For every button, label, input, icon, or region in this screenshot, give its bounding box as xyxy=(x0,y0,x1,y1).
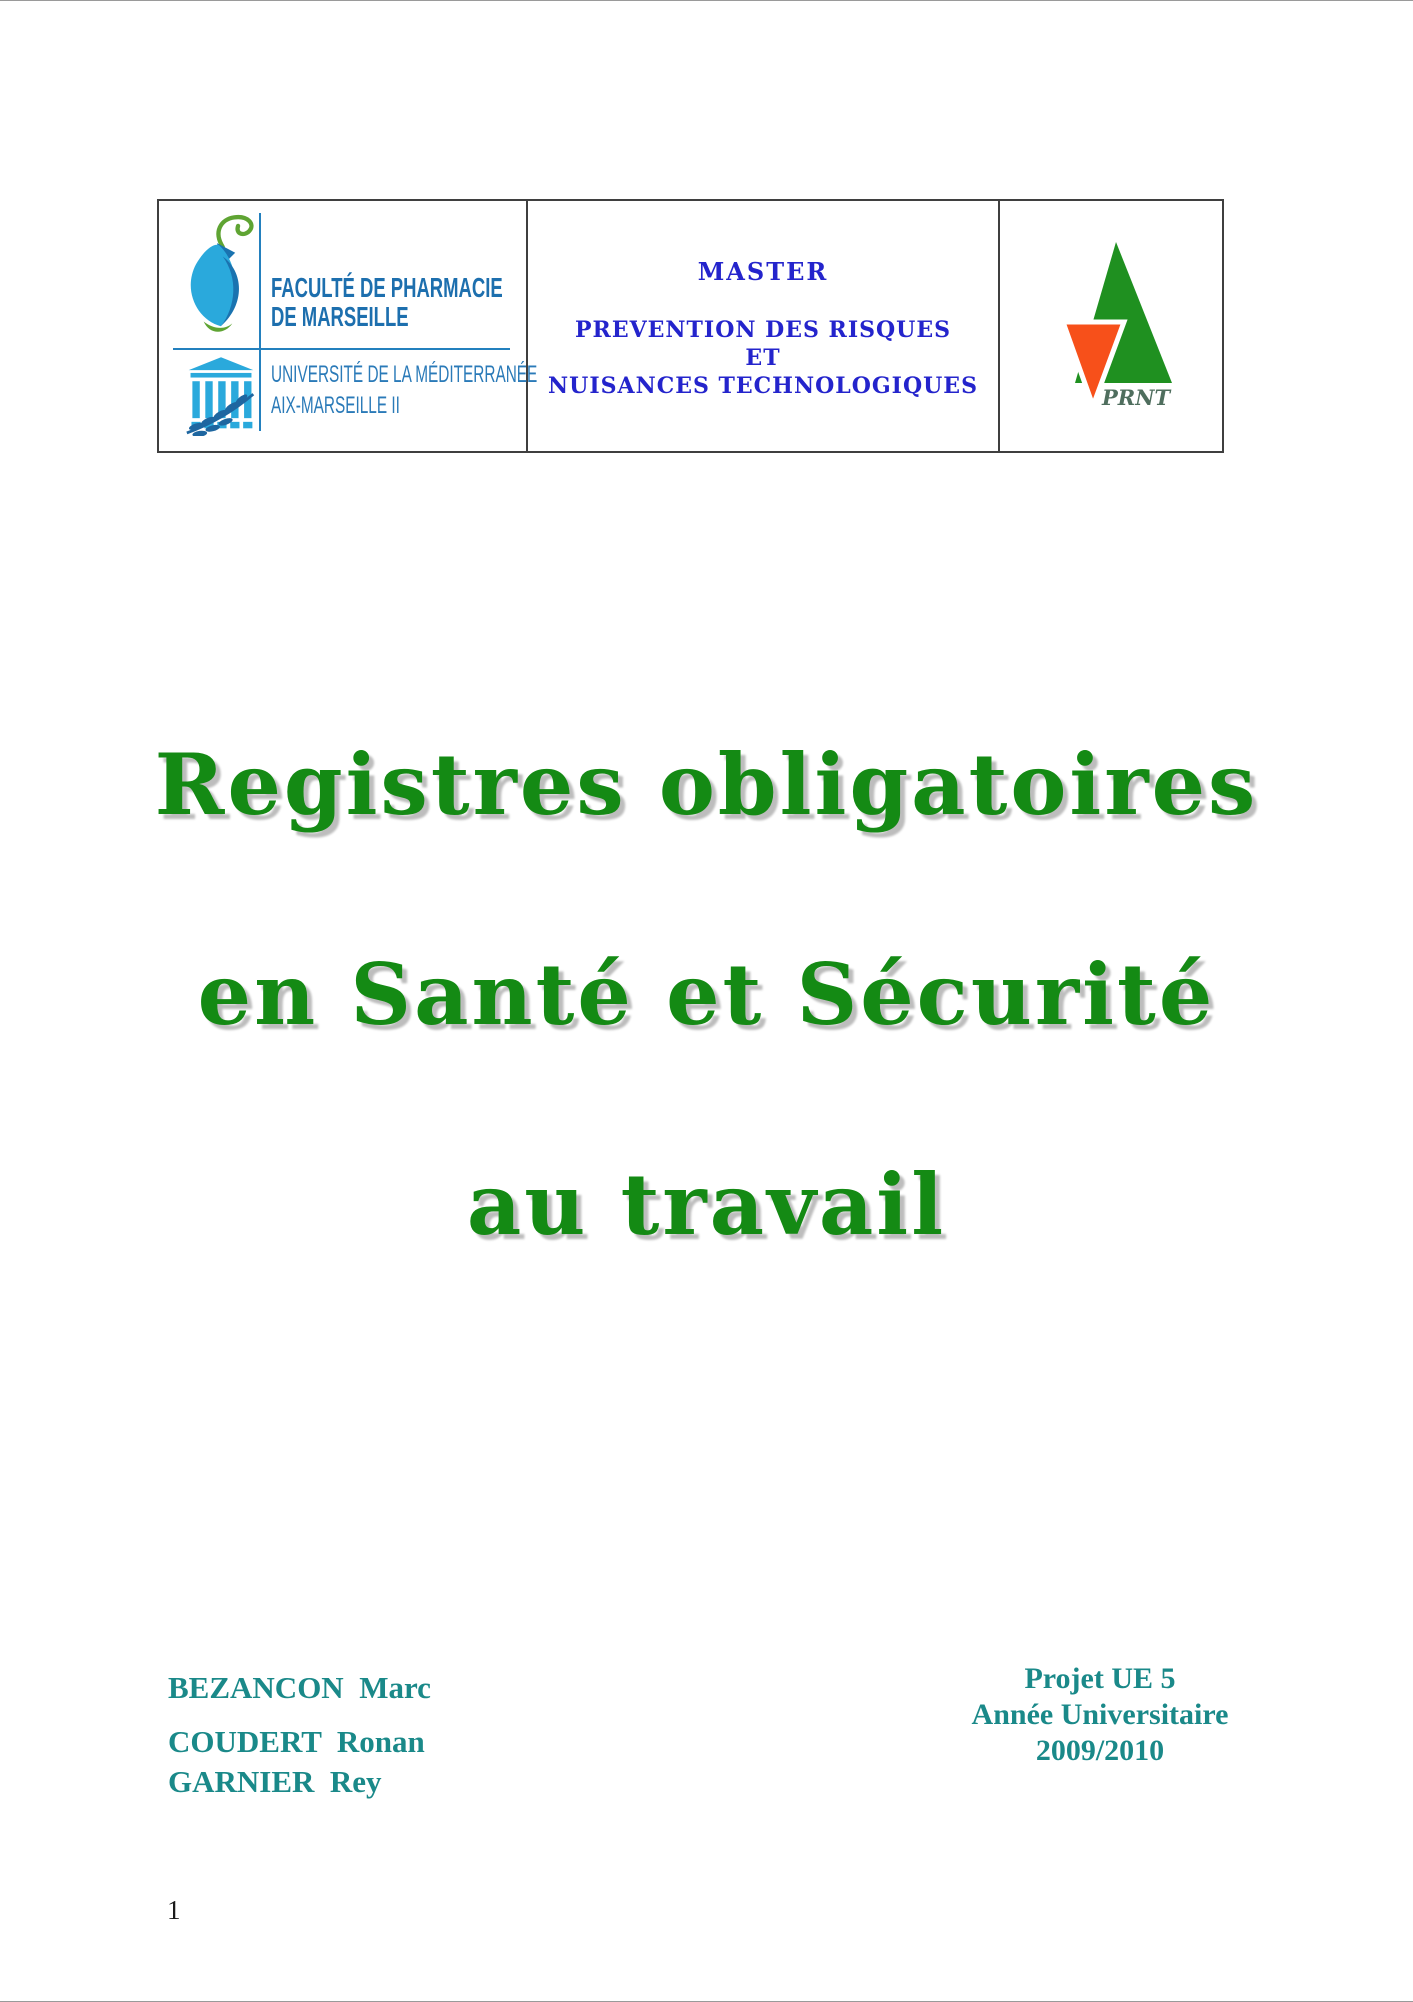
master-line2: ET xyxy=(745,345,781,371)
stem-curl xyxy=(219,217,252,247)
master-program-name xyxy=(528,316,998,400)
university-name-line2: AIX-MARSEILLE II xyxy=(271,392,400,419)
project-line3: 2009/2010 xyxy=(1035,1734,1165,1767)
master-program-cell xyxy=(528,201,1000,451)
author-1: BEZANCON Marc xyxy=(168,1670,431,1705)
university-name xyxy=(271,359,537,421)
prnt-logo-cell xyxy=(1000,201,1222,451)
page-number: 1 xyxy=(167,1895,181,1925)
mortar-pestle-icon xyxy=(175,213,261,345)
main-title-line2: en Santé et Sécurité xyxy=(197,945,1216,1044)
master-title: MASTER xyxy=(697,257,829,286)
prnt-logo-text: PRNT xyxy=(1102,385,1171,410)
header-table xyxy=(157,199,1224,453)
project-line1: Projet UE 5 xyxy=(1024,1662,1176,1695)
project-info-block xyxy=(945,1661,1255,1769)
logo-vertical-divider xyxy=(259,213,261,431)
faculty-name xyxy=(271,273,503,331)
university-name-line1: UNIVERSITÉ DE LA MÉDITERRANÉE xyxy=(271,361,538,388)
university-temple-icon xyxy=(185,356,257,436)
faculty-name-line2: DE MARSEILLE xyxy=(271,301,409,332)
author-3: GARNIER Rey xyxy=(168,1764,382,1799)
master-line3: NUISANCES TECHNOLOGIQUES xyxy=(548,373,978,399)
author-2: COUDERT Ronan xyxy=(168,1724,425,1759)
faculty-name-line1: FACULTÉ DE PHARMACIE xyxy=(271,272,503,303)
main-title-line3: au travail xyxy=(466,1155,947,1254)
main-title-line1: Registres obligatoires xyxy=(154,735,1259,834)
project-line2: Année Universitaire xyxy=(971,1698,1229,1731)
logo-horizontal-divider xyxy=(173,348,510,350)
authors-block xyxy=(168,1672,431,1797)
prnt-logo xyxy=(1041,238,1181,414)
temple-roof xyxy=(189,357,254,370)
master-line1: PREVENTION DES RISQUES xyxy=(575,317,951,343)
faculty-logo-cell xyxy=(159,201,538,451)
